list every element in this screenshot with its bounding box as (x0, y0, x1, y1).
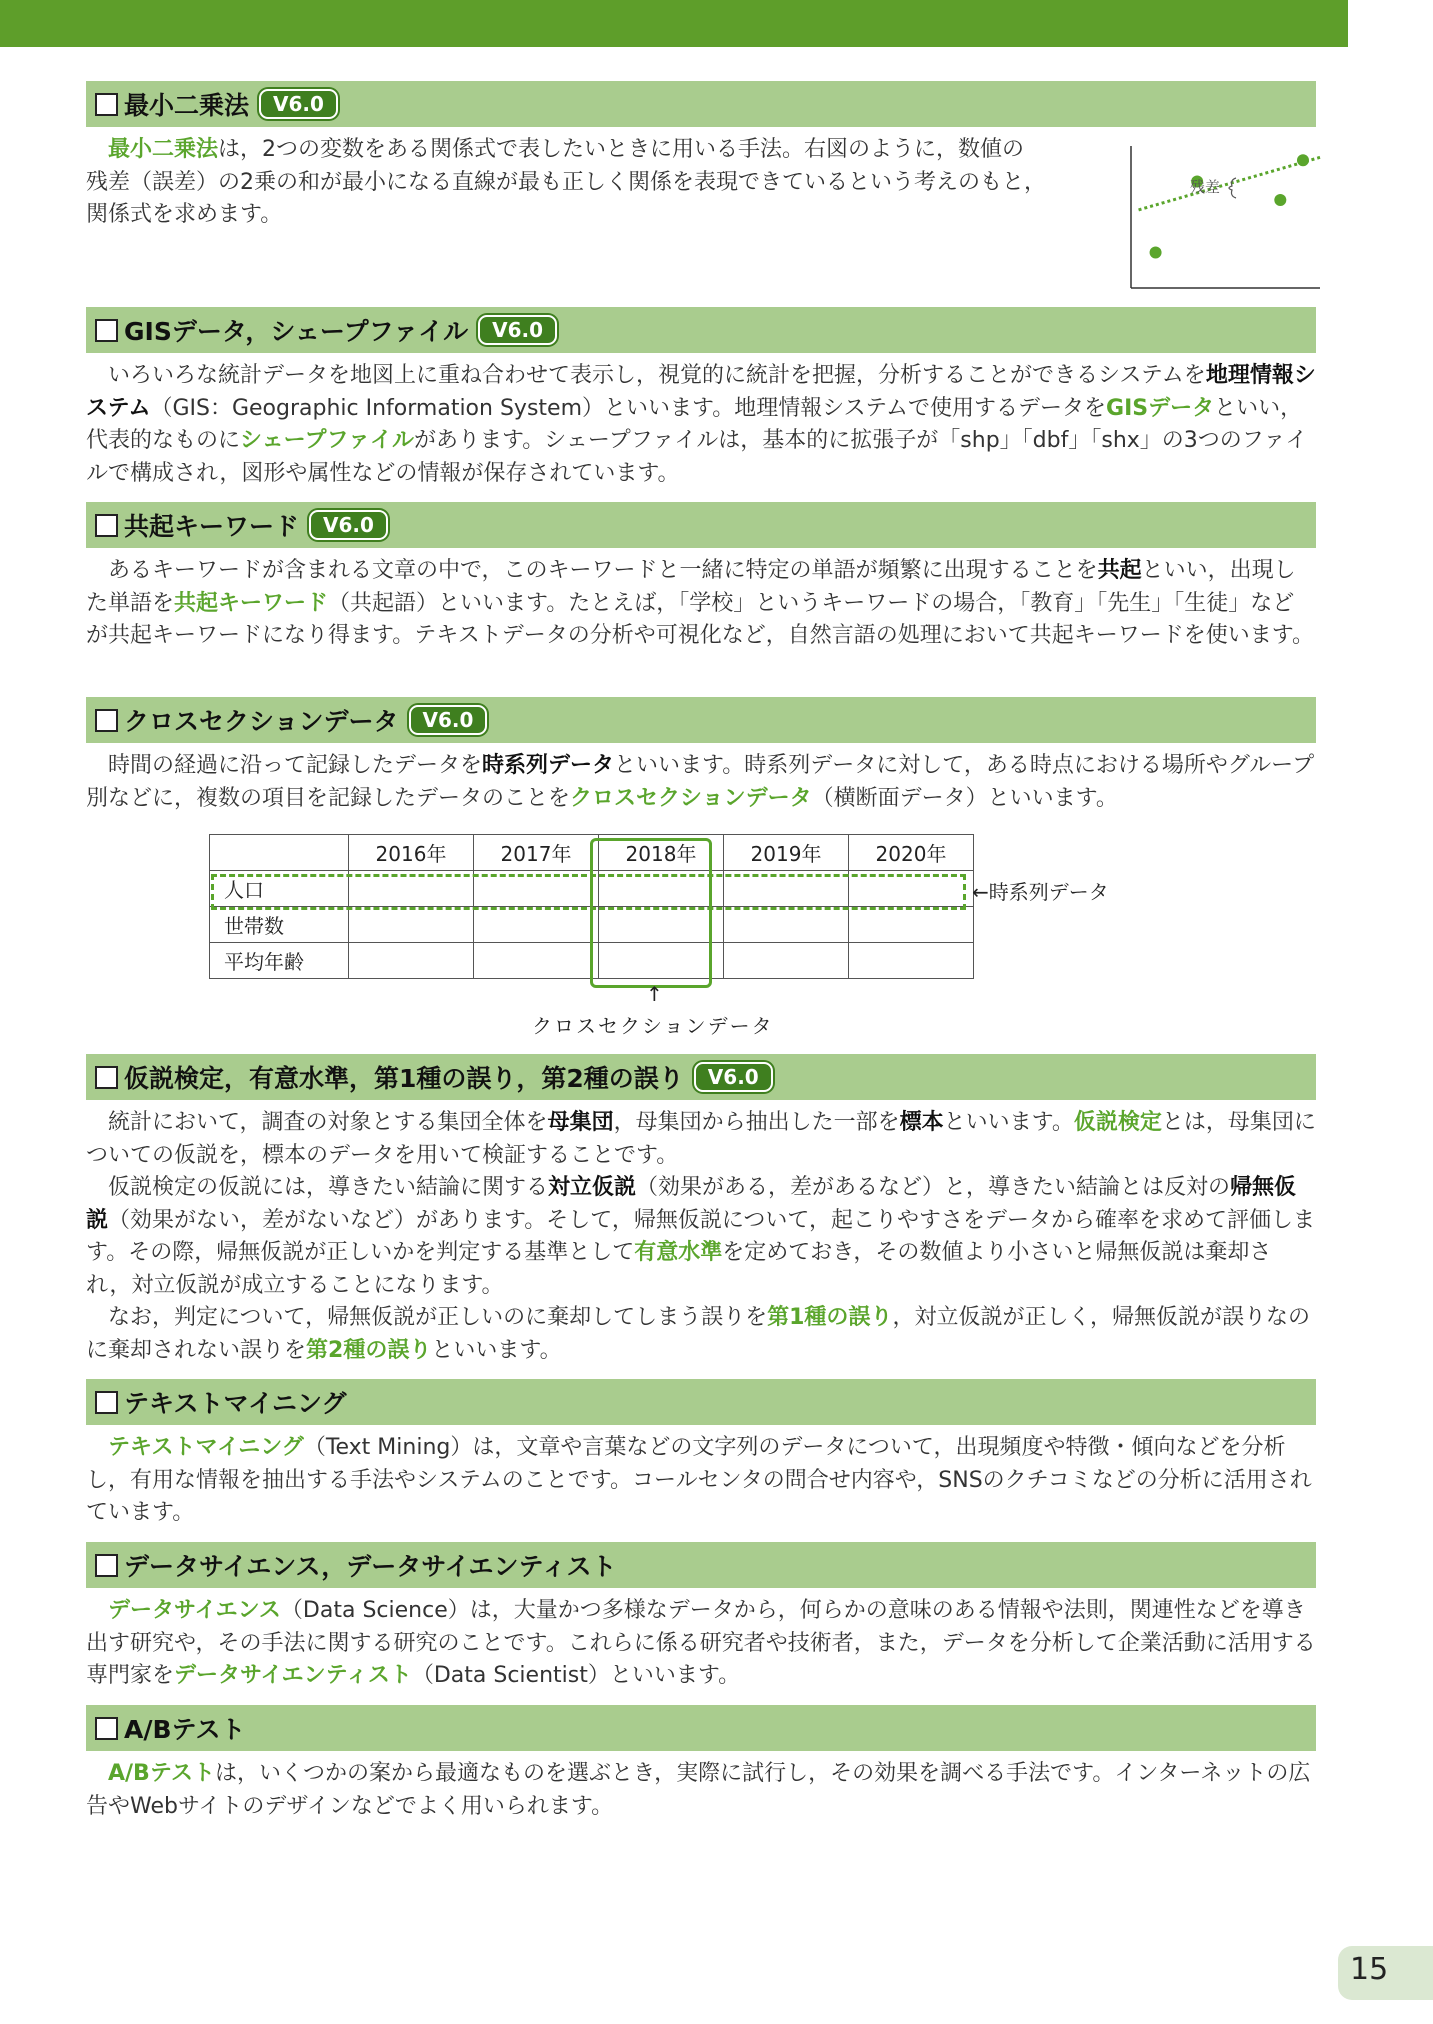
text-run: 統計において，調査の対象とする集団全体を (108, 1110, 548, 1135)
scatter-figure (1122, 142, 1322, 290)
table-cell (849, 907, 974, 943)
paragraph (86, 1595, 1316, 1693)
text-run: は，2つの変数をある関係式で表したいときに用いる手法。右図のように，数値の (218, 137, 1025, 162)
text-run: いろいろな統計データを地図上に重ね合わせて表示し，視覚的に統計を把握，分析することができるシステムを (108, 363, 1206, 388)
paragraph (86, 1432, 1316, 1530)
table-header-cell: 2016年 (349, 835, 474, 871)
text-run: といいます。 (943, 1110, 1074, 1135)
key-term: 仮説検定 (1073, 1110, 1162, 1135)
table-cell (724, 907, 849, 943)
cross-section-column-highlight (590, 838, 712, 988)
section-header-gis (86, 307, 1316, 353)
residual-brace (1229, 178, 1236, 198)
regression-line (1139, 157, 1320, 210)
scatter-point (1274, 194, 1286, 206)
text-run: なお，判定について，帰無仮説が正しいのに棄却してしまう誤りを (108, 1305, 768, 1330)
up-arrow-icon: ↑ (646, 982, 663, 1006)
section-body-gis (86, 360, 1316, 490)
key-term: クロスセクションデータ (570, 785, 812, 811)
version-badge: V6.0 (259, 89, 338, 119)
version-badge: V6.0 (309, 510, 388, 540)
text-run: を定めておき，その数値より小さいと帰無仮説は棄却され，対立仮説が成立することになります。 (86, 1240, 1272, 1298)
paragraph (86, 555, 1316, 653)
row-label: 世帯数 (210, 907, 349, 943)
key-term: 最小二乗法 (108, 137, 219, 162)
paragraph (86, 1107, 1316, 1172)
section-body-least-squares (86, 134, 1126, 232)
bold-term: 地理情報システム (86, 363, 1316, 421)
bold-term: 帰無仮説 (86, 1175, 1297, 1233)
section-title: データサイエンス，データサイエンティスト (124, 1552, 617, 1581)
table-header-cell: 2019年 (724, 835, 849, 871)
section-body-ab-test (86, 1758, 1316, 1823)
cross-section-label: クロスセクションデータ (532, 1014, 774, 1038)
scatter-points (1150, 154, 1309, 258)
text-run: といい，出現した単語を (86, 558, 1296, 616)
bold-term: 標本 (899, 1110, 944, 1135)
section-title: A/Bテスト (124, 1715, 246, 1744)
checkbox-icon (95, 1066, 118, 1089)
section-title: テキストマイニング (124, 1389, 347, 1418)
residual-label: 残差 (1190, 178, 1221, 196)
key-term: GISデータ (1106, 395, 1215, 421)
timeseries-label: ←時系列データ (972, 880, 1109, 904)
section-title: GISデータ，シェープファイル (124, 317, 469, 346)
text-run: （GIS：Geographic Information System）といいます。地理情報システムで使用するデータを (150, 395, 1107, 421)
section-header-text-mining (86, 1379, 1316, 1425)
bold-term: 共起 (1097, 558, 1142, 583)
section-title: 共起キーワード (124, 512, 300, 541)
scatter-point (1297, 154, 1309, 166)
text-run: あるキーワードが含まれる文章の中で，このキーワードと一緒に特定の単語が頻繁に出現することを (108, 558, 1098, 583)
key-term: 共起キーワード (174, 590, 329, 616)
key-term: 有意水準 (634, 1240, 723, 1265)
paragraph (86, 134, 1126, 232)
paragraph (86, 750, 1316, 815)
top-bar (0, 0, 1348, 47)
row-label: 人口 (210, 871, 349, 907)
section-title: クロスセクションデータ (124, 707, 399, 736)
text-run: （共起語）といいます。たとえば，「学校」というキーワードの場合，「教育」「先生」「生徒」などが共起キーワードになり得ます。テキストデータの分析や可視化など，自然言語の処理において共起キーワードを使います。 (86, 590, 1315, 648)
key-term: A/Bテスト (108, 1761, 215, 1786)
table-header-cell: 2017年 (474, 835, 599, 871)
table-header-cell: 2020年 (849, 835, 974, 871)
row-label: 平均年齢 (210, 943, 349, 979)
text-run: ，母集団から抽出した一部を (613, 1110, 900, 1135)
version-badge: V6.0 (409, 705, 488, 735)
table-cell (849, 943, 974, 979)
text-run: があります。シェープファイルは，基本的に拡張子が「shp」「dbf」「shx」の3つのファイルで構成され，図形や属性などの情報が保存されています。 (86, 428, 1308, 486)
checkbox-icon (95, 1717, 118, 1740)
text-run: （Data Science）は，大量かつ多様なデータから，何らかの意味のある情報や法則，関連性などを導き出す研究や，その手法に関する研究のことです。これらに係る研究者や技術者，また，データを分析して企業活動に活用する専門家を (86, 1598, 1316, 1688)
text-run: といいます。 (431, 1337, 562, 1363)
text-run: 関係式を求めます。 (86, 202, 283, 227)
version-badge: V6.0 (694, 1062, 773, 1092)
section-header-cross-section (86, 697, 1316, 743)
table-cell (349, 907, 474, 943)
key-term: 第1種の誤り (767, 1305, 893, 1330)
text-run: （Text Mining）は，文章や言葉などの文字列のデータについて，出現頻度や特徴・傾向などを分析し，有用な情報を抽出する手法やシステムのことです。コールセンタの問合せ内容や，SNSのクチコミなどの分析に活用されています。 (86, 1435, 1312, 1525)
bold-term: 対立仮説 (548, 1175, 637, 1200)
section-header-cooccurrence (86, 502, 1316, 548)
text-run: （Data Scientist）といいます。 (411, 1663, 741, 1688)
text-run: （効果がない，差がないなど）があります。そして，帰無仮説について，起こりやすさをデータから確率を求めて評価します。その際，帰無仮説が正しいかを判定する基準として (86, 1207, 1315, 1265)
key-term: データサイエンティスト (174, 1663, 412, 1688)
section-header-least-squares (86, 81, 1316, 127)
text-run: といい，代表的なものに (86, 395, 1303, 453)
version-badge: V6.0 (478, 315, 557, 345)
bold-term: 時系列データ (482, 753, 615, 778)
checkbox-icon (95, 514, 118, 537)
paragraph (86, 360, 1316, 490)
bold-term: 母集団 (547, 1110, 614, 1135)
checkbox-icon (95, 93, 118, 116)
table-header-cell: 2018年 (599, 835, 724, 871)
section-header-hypothesis-testing (86, 1054, 1316, 1100)
section-body-data-science (86, 1595, 1316, 1693)
section-header-ab-test (86, 1705, 1316, 1751)
section-body-cooccurrence (86, 555, 1316, 653)
paragraph (86, 1758, 1316, 1823)
checkbox-icon (95, 1391, 118, 1414)
checkbox-icon (95, 1554, 118, 1577)
section-header-data-science (86, 1542, 1316, 1588)
section-title: 最小二乗法 (124, 91, 250, 120)
table-cell (474, 943, 599, 979)
key-term: テキストマイニング (108, 1435, 304, 1460)
scatter-point (1150, 247, 1162, 259)
text-run: 時間の経過に沿って記録したデータを (108, 753, 483, 778)
text-run: （効果がある，差があるなど）と，導きたい結論とは反対の (636, 1175, 1231, 1200)
section-body-cross-section (86, 750, 1316, 815)
page-number: 15 (1350, 1952, 1389, 1987)
text-run: 仮説検定の仮説には，導きたい結論に関する (108, 1175, 549, 1200)
text-run: とは，母集団についての仮説を，標本のデータを用いて検証することです。 (86, 1110, 1316, 1168)
key-term: シェープファイル (240, 428, 415, 453)
table-header-cell (210, 835, 349, 871)
text-run: といいます。時系列データに対して，ある時点における場所やグループ別などに，複数の項目を記録したデータのことを (86, 753, 1315, 811)
table-cell (724, 943, 849, 979)
paragraph (86, 1172, 1316, 1302)
checkbox-icon (95, 319, 118, 342)
timeseries-row-highlight (211, 874, 966, 910)
table-cell (349, 943, 474, 979)
checkbox-icon (95, 709, 118, 732)
section-title: 仮説検定，有意水準，第1種の誤り，第2種の誤り (124, 1064, 684, 1093)
paragraph (86, 1302, 1316, 1367)
text-run: （横断面データ）といいます。 (811, 785, 1118, 811)
text-run: 残差（誤差）の2乗の和が最小になる直線が最も正しく関係を表現できているという考えのもと， (86, 169, 1047, 195)
text-run: ，対立仮説が正しく，帰無仮説が誤りなのに棄却されない誤りを (86, 1305, 1310, 1363)
text-run: は，いくつかの案から最適なものを選ぶとき，実際に試行し，その効果を調べる手法です。インターネットの広告やWebサイトのデザインなどでよく用いられます。 (86, 1761, 1311, 1819)
key-term: 第2種の誤り (306, 1337, 432, 1363)
section-body-text-mining (86, 1432, 1316, 1530)
table-cell (474, 907, 599, 943)
section-body-hypothesis-testing (86, 1107, 1316, 1367)
key-term: データサイエンス (108, 1598, 281, 1623)
